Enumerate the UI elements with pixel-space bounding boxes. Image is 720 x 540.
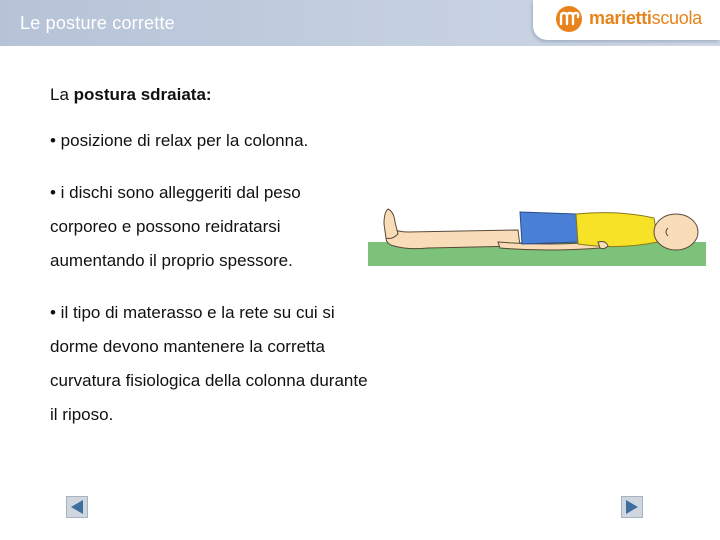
bullet-mattress-line4: il riposo. <box>50 405 114 424</box>
shirt <box>576 213 658 247</box>
head <box>654 214 698 250</box>
logo-brand-1: marietti <box>589 8 652 28</box>
logo-brand-2: scuola <box>651 8 702 28</box>
bullet-mattress-line1: • il tipo di materasso e la rete su cui si <box>50 303 335 322</box>
foot <box>384 209 398 239</box>
previous-slide-button[interactable] <box>66 496 88 518</box>
bullet-mattress-line3: curvatura fisiologica della colonna durante <box>50 371 368 390</box>
section-heading <box>50 78 440 112</box>
person-lying-supine-illustration <box>368 206 706 268</box>
page-title: Le posture corrette <box>20 13 175 33</box>
shorts <box>520 212 578 244</box>
logo-text <box>589 8 702 29</box>
bullet-mattress-line2: dorme devono mantenere la corretta <box>50 337 325 356</box>
arrow-right-icon <box>622 497 642 517</box>
header-bar <box>0 0 720 46</box>
heading-prefix: La <box>50 85 74 104</box>
bullet-discs-line1: • i dischi sono alleggeriti dal peso <box>50 183 301 202</box>
bullet-relax: • posizione di relax per la colonna. <box>50 131 309 150</box>
publisher-logo <box>533 0 720 40</box>
marietti-logo-icon <box>555 5 583 33</box>
bullet-discs-line3: aumentando il proprio spessore. <box>50 251 293 270</box>
bullet-discs-line2: corporeo e possono reidratarsi <box>50 217 281 236</box>
next-slide-button[interactable] <box>621 496 643 518</box>
heading-bold: postura sdraiata: <box>73 85 212 104</box>
arrow-left-icon <box>67 497 87 517</box>
